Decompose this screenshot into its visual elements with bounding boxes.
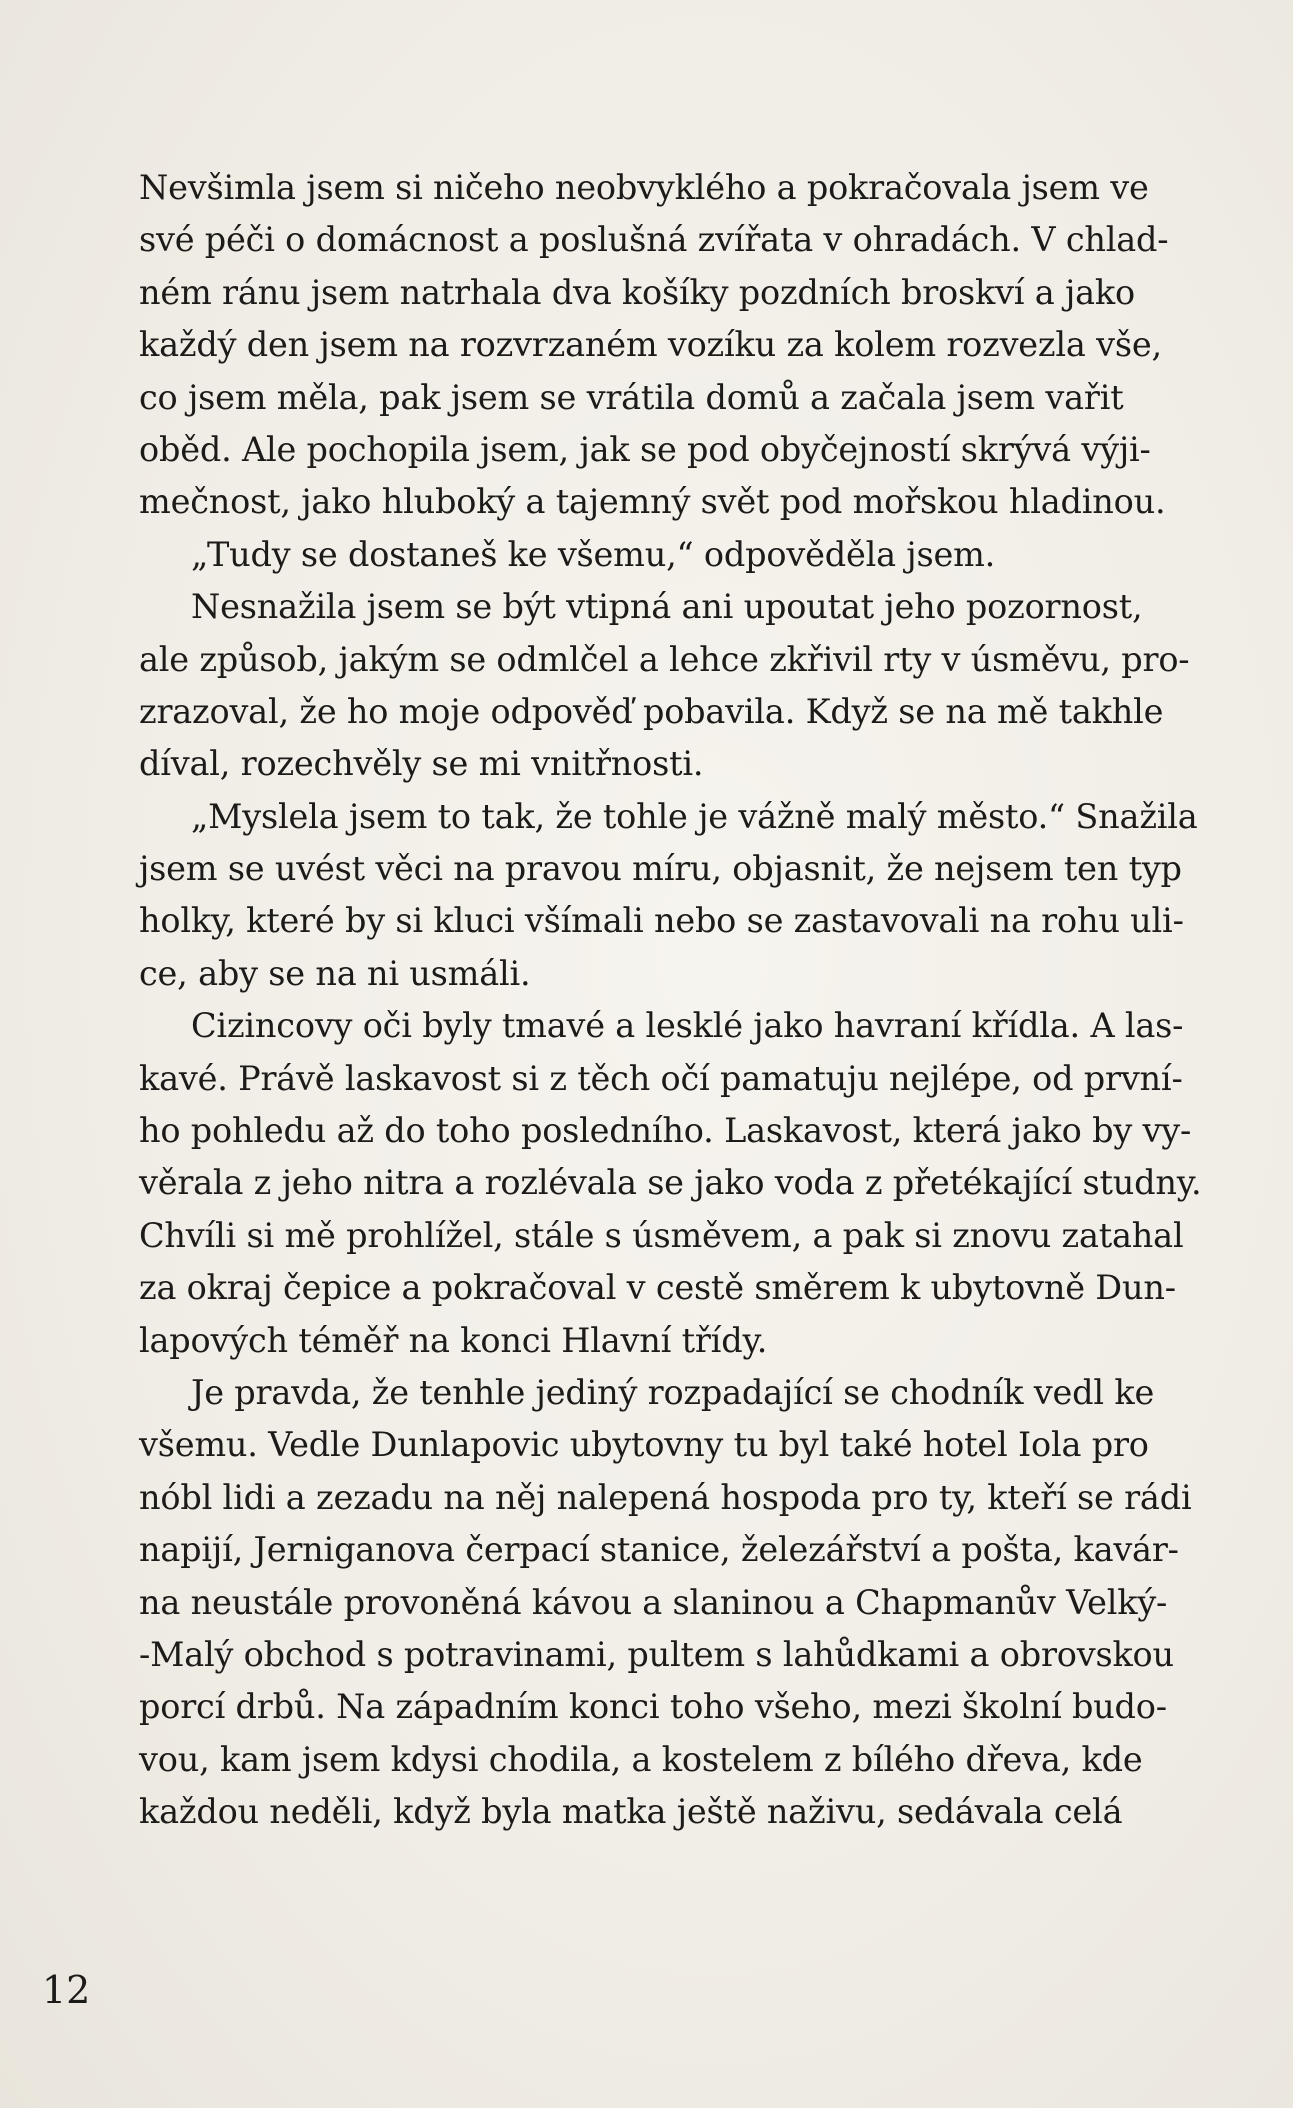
text-line: „Tudy se dostaneš ke všemu,“ odpověděla jsem. bbox=[191, 534, 996, 574]
text-line: Nevšimla jsem si ničeho neobvyklého a pokračovala jsem ve bbox=[139, 168, 1149, 207]
text-line: Je pravda, že tenhle jediný rozpadající se chodník vedl ke bbox=[191, 1372, 1155, 1412]
text-line: věrala z jeho nitra a rozlévala se jako voda z přetékající studny. bbox=[139, 1163, 1202, 1203]
text-line: mečnost, jako hluboký a tajemný svět pod mořskou hladinou. bbox=[139, 482, 1166, 522]
text-line: Cizincovy oči byly tmavé a lesklé jako havraní křídla. A las- bbox=[191, 1006, 1184, 1046]
text-line: co jsem měla, pak jsem se vrátila domů a začala jsem vařit bbox=[139, 377, 1124, 417]
page-number: 12 bbox=[42, 1968, 91, 2012]
text-line: „Myslela jsem to tak, že tohle je vážně malý město.“ Snažila bbox=[191, 796, 1198, 836]
text-line: -Malý obchod s potravinami, pultem s lahůdkami a obrovskou bbox=[139, 1634, 1174, 1674]
text-line: jsem se uvést věci na pravou míru, objasnit, že nejsem ten typ bbox=[139, 849, 1182, 889]
text-line: ce, aby se na ni usmáli. bbox=[139, 953, 531, 993]
text-line: porcí drbů. Na západním konci toho všeho, mezi školní budo- bbox=[139, 1687, 1167, 1727]
text-line: holky, které by si kluci všímali nebo se zastavovali na rohu uli- bbox=[139, 901, 1184, 941]
text-line: zrazoval, že ho moje odpověď pobavila. Když se na mě takhle bbox=[139, 691, 1164, 731]
text-line: lapových téměř na konci Hlavní třídy. bbox=[139, 1320, 768, 1360]
text-line: každý den jsem na rozvrzaném vozíku za kolem rozvezla vše, bbox=[139, 325, 1162, 365]
body-text bbox=[139, 162, 1202, 1839]
text-line: díval, rozechvěly se mi vnitřnosti. bbox=[139, 744, 704, 784]
text-line: kavé. Právě laskavost si z těch očí pamatuju nejlépe, od první- bbox=[139, 1058, 1183, 1098]
text-line: ho pohledu až do toho posledního. Laskavost, která jako by vy- bbox=[139, 1111, 1192, 1151]
text-line: za okraj čepice a pokračoval v cestě směrem k ubytovně Dun- bbox=[139, 1268, 1176, 1308]
text-line: ném ránu jsem natrhala dva košíky pozdních broskví a jako bbox=[139, 272, 1136, 312]
text-line: vou, kam jsem kdysi chodila, a kostelem z bílého dřeva, kde bbox=[139, 1739, 1143, 1779]
text-line: každou neděli, když byla matka ještě naživu, sedávala celá bbox=[139, 1792, 1123, 1832]
text-line: Nesnažila jsem se být vtipná ani upoutat jeho pozornost, bbox=[191, 587, 1143, 627]
text-line: nóbl lidi a zezadu na něj nalepená hospoda pro ty, kteří se rádi bbox=[139, 1477, 1192, 1517]
text-line: napijí, Jerniganova čerpací stanice, železářství a pošta, kavár- bbox=[139, 1530, 1179, 1570]
text-line: ale způsob, jakým se odmlčel a lehce zkřivil rty v úsměvu, pro- bbox=[139, 639, 1190, 679]
text-line: oběd. Ale pochopila jsem, jak se pod obyčejností skrývá výji- bbox=[139, 429, 1151, 469]
text-line: na neustále provoněná kávou a slaninou a Chapmanův Velký- bbox=[139, 1582, 1168, 1622]
text-line: Chvíli si mě prohlížel, stále s úsměvem, a pak si znovu zatahal bbox=[139, 1215, 1184, 1255]
text-line: všemu. Vedle Dunlapovic ubytovny tu byl také hotel Iola pro bbox=[139, 1425, 1149, 1465]
text-line: své péči o domácnost a poslušná zvířata v ohradách. V chlad- bbox=[139, 220, 1169, 260]
